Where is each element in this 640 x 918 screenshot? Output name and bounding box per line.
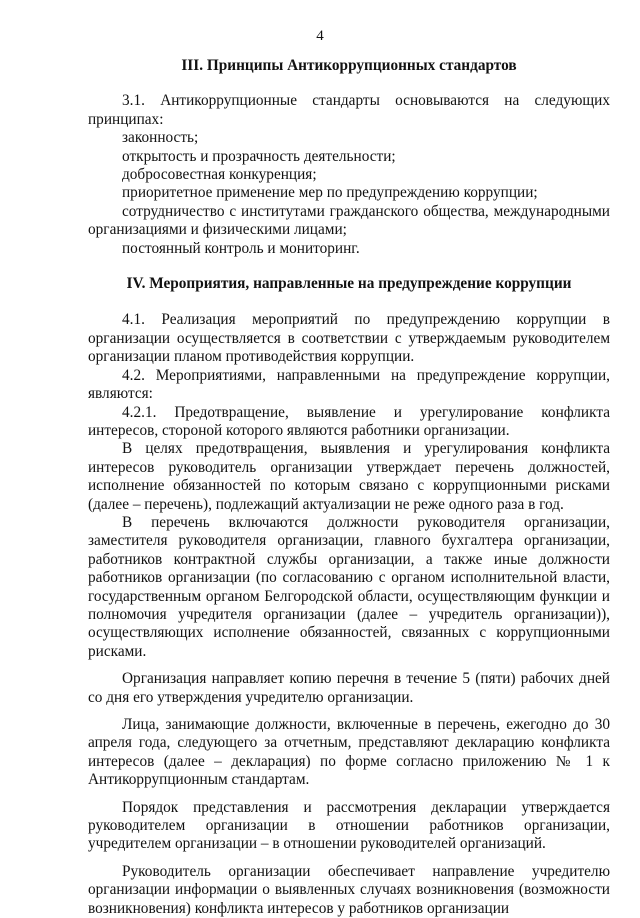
section-4-heading: IV. Мероприятия, направленные на предупреждение коррупции xyxy=(126,275,572,293)
section-3-intro: 3.1. Антикоррупционные стандарты основываются на следующих принципах: xyxy=(88,92,610,128)
paragraph-4-2: 4.2. Мероприятиями, направленными на предупреждение коррупции, являются: xyxy=(88,366,610,403)
principle-item: приоритетное применение мер по предупреждению коррупции; xyxy=(122,184,538,202)
paragraph-declaration: Лица, занимающие должности, включенные в перечень, ежегодно до 30 апреля года, следующего за отчетным, представляют декларацию конфликта интересов (далее – декларация) по форме согласно приложению № 1 к Антикоррупционным стандартам. xyxy=(88,716,610,789)
paragraph-head-duty: Руководитель организации обеспечивает направление учредителю организации информации о выявленных случаях возникновения (возможности возникновения) конфликта интересов у работников организации xyxy=(88,862,610,917)
principle-item: сотрудничество с институтами гражданского общества, международными организациями и физическими лицами; xyxy=(88,202,610,239)
principle-item: открытость и прозрачность деятельности; xyxy=(122,147,396,165)
section-3-heading: III. Принципы Антикоррупционных стандартов xyxy=(181,57,517,74)
principle-item: постоянный контроль и мониторинг. xyxy=(122,239,360,257)
paragraph-4-1: 4.1. Реализация мероприятий по предупреждению коррупции в организации осуществляется в соответствии с утверждаемым руководителем организации планом противодействия коррупции. xyxy=(88,311,610,366)
page-number: 4 xyxy=(316,28,324,44)
principle-item: добросовестная конкуренция; xyxy=(122,166,317,184)
principle-item: законность; xyxy=(122,129,199,147)
paragraph-copy-sent: Организация направляет копию перечня в течение 5 (пяти) рабочих дней со дня его утверждения учредителю организации. xyxy=(88,670,610,706)
document-body xyxy=(88,57,610,918)
paragraph-list-contents: В перечень включаются должности руководителя организации, заместителя руководителя организации, главного бухгалтера организации, работников контрактной службы организации, а также иные должности работников организации (по согласованию с органом исполнительной власти, государственным органом Белгородской области, осуществляющим функции и полномочия учредителя организации (далее – учредитель организации)), осуществляющих исполнение обязанностей, связанных с коррупционными рисками. xyxy=(88,513,610,660)
paragraph-4-2-1: 4.2.1. Предотвращение, выявление и урегулирование конфликта интересов, стороной которого являются работники организации. xyxy=(88,403,610,439)
paragraph-procedure: Порядок представления и рассмотрения декларации утверждается руководителем организации в отношении работников организации, учредителем организации – в отношении руководителей организаций. xyxy=(88,798,610,853)
paragraph-list-approval: В целях предотвращения, выявления и урегулирования конфликта интересов руководитель организации утверждает перечень должностей, исполнение обязанностей по которым связано с коррупционными рисками (далее – перечень), подлежащий актуализации не реже одного раза в год. xyxy=(88,440,610,513)
